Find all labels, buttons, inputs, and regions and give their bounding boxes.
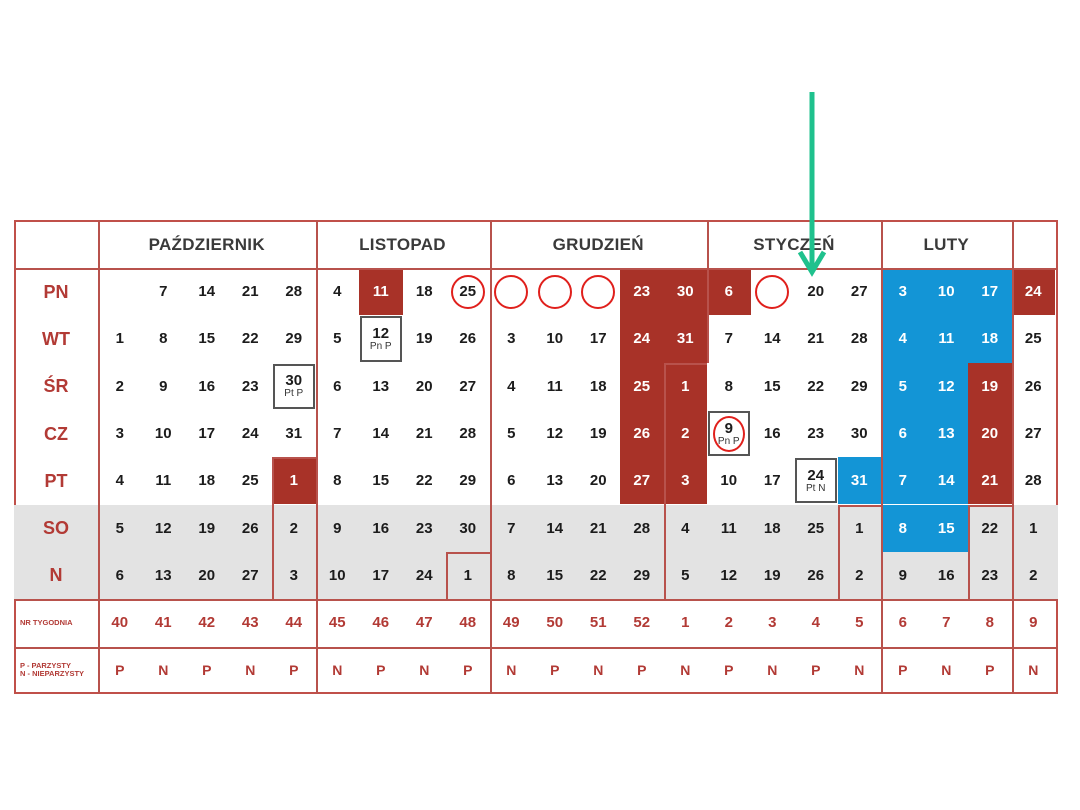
day-cell[interactable]: 18 (968, 315, 1012, 362)
week-number: 44 (285, 614, 303, 632)
day-cell[interactable]: 11 (155, 472, 172, 490)
week-number: 2 (724, 614, 733, 632)
day-cell[interactable]: 8 (881, 505, 925, 552)
day-cell[interactable]: 29 (850, 377, 868, 395)
week-number: 3 (768, 614, 777, 632)
day-cell[interactable]: 5 (333, 330, 342, 348)
day-schedule-note: Pt P (284, 388, 304, 400)
day-cell[interactable]: 27 (241, 566, 259, 584)
day-cell[interactable]: 3 (115, 425, 124, 443)
week-number: 43 (241, 614, 259, 632)
week-number: 46 (372, 614, 390, 632)
day-number: 12 (372, 324, 390, 342)
day-cell[interactable]: 8 (724, 377, 733, 395)
day-cell[interactable]: 27 (620, 457, 664, 504)
weekday-label: N (49, 565, 63, 586)
day-cell[interactable]: 26 (241, 519, 259, 537)
month-header: LISTOPAD (359, 234, 446, 254)
week-number: 49 (502, 614, 520, 632)
week-number: 48 (459, 614, 477, 632)
day-cell[interactable]: 30 (850, 425, 868, 443)
day-cell[interactable]: 10 (925, 268, 969, 315)
week-parity: N (506, 662, 517, 679)
day-cell[interactable]: 23 (415, 519, 433, 537)
day-number: 9 (724, 419, 733, 437)
day-cell[interactable]: 15 (925, 505, 969, 552)
week-number: 47 (415, 614, 433, 632)
week-parity: N (1028, 662, 1039, 679)
day-cell[interactable]: 1 (855, 519, 864, 537)
day-cell[interactable]: 8 (507, 566, 516, 584)
day-cell[interactable]: 15 (372, 472, 390, 490)
day-cell[interactable]: 5 (881, 363, 925, 410)
day-cell[interactable]: 28 (285, 283, 303, 301)
day-cell[interactable]: 11 (546, 377, 563, 395)
day-cell[interactable]: 2 (855, 566, 864, 584)
day-cell[interactable]: 21 (807, 330, 825, 348)
day-cell[interactable]: 4 (333, 283, 342, 301)
day-cell[interactable]: 18 (763, 519, 781, 537)
week-number: 9 (1029, 614, 1038, 632)
day-cell[interactable]: 13 (154, 566, 172, 584)
week-parity: P (811, 662, 821, 679)
day-cell[interactable]: 27 (1024, 425, 1042, 443)
day-schedule-note: Pt N (806, 482, 826, 494)
day-cell[interactable]: 8 (159, 330, 168, 348)
week-parity: P (550, 662, 560, 679)
weekday-label: ŚR (43, 376, 69, 397)
day-cell[interactable]: 15 (198, 330, 216, 348)
month-header: GRUDZIEŃ (552, 234, 644, 254)
day-cell[interactable]: 20 (415, 377, 433, 395)
day-cell[interactable]: 16 (937, 566, 955, 584)
day-cell[interactable]: 22 (415, 472, 433, 490)
day-cell[interactable]: 18 (589, 377, 607, 395)
day-cell[interactable]: 1 (463, 566, 472, 584)
day-cell[interactable]: 28 (459, 425, 477, 443)
day-cell[interactable]: 19 (589, 425, 607, 443)
day-cell[interactable]: 26 (807, 566, 825, 584)
week-number: 6 (898, 614, 907, 632)
day-cell[interactable]: 10 (154, 425, 172, 443)
day-cell[interactable]: 17 (372, 566, 390, 584)
day-cell[interactable]: 14 (925, 457, 969, 504)
day-cell[interactable]: 16 (372, 519, 390, 537)
day-number: 24 (807, 466, 825, 484)
week-parity: P (202, 662, 212, 679)
day-cell[interactable]: 7 (881, 457, 925, 504)
day-cell[interactable]: 24 (620, 315, 664, 362)
month-header: STYCZEŃ (753, 234, 835, 254)
day-cell[interactable]: 18 (198, 472, 216, 490)
day-cell[interactable]: 29 (459, 472, 477, 490)
day-cell[interactable]: 10 (328, 566, 346, 584)
parity-legend-line: P - PARZYSTY (20, 660, 71, 670)
day-cell[interactable]: 22 (241, 330, 259, 348)
day-cell[interactable]: 14 (372, 425, 390, 443)
day-cell[interactable]: 29 (633, 566, 651, 584)
day-cell[interactable]: 11 (925, 315, 969, 362)
day-cell[interactable]: 2 (115, 377, 124, 395)
day-cell[interactable]: 14 (763, 330, 781, 348)
day-cell[interactable]: 1 (115, 330, 124, 348)
day-cell[interactable]: 12 (154, 519, 172, 537)
day-cell[interactable]: 21 (968, 457, 1012, 504)
day-cell[interactable]: 3 (664, 457, 708, 504)
parity-legend-line: N - NIEPARZYSTY (20, 669, 85, 679)
week-number-label: NR TYGODNIA (20, 617, 73, 627)
day-cell[interactable]: 5 (681, 566, 690, 584)
week-number: 45 (328, 614, 346, 632)
day-cell[interactable]: 16 (198, 377, 216, 395)
week-number: 5 (855, 614, 864, 632)
day-cell[interactable]: 21 (589, 519, 607, 537)
day-cell[interactable]: 2 (664, 410, 708, 457)
day-cell[interactable]: 26 (620, 410, 664, 457)
day-cell[interactable]: 9 (898, 566, 907, 584)
week-number: 52 (633, 614, 651, 632)
weekday-label: CZ (44, 423, 68, 444)
day-cell[interactable]: 31 (285, 425, 303, 443)
week-parity: N (419, 662, 430, 679)
day-cell[interactable]: 17 (198, 425, 216, 443)
day-cell[interactable]: 5 (507, 425, 516, 443)
week-parity: N (158, 662, 169, 679)
day-cell[interactable]: 6 (115, 566, 124, 584)
day-cell[interactable]: 23 (981, 566, 999, 584)
day-cell[interactable]: 1 (664, 363, 708, 410)
day-cell[interactable]: 6 (507, 472, 516, 490)
day-cell[interactable]: 10 (546, 330, 564, 348)
week-parity: P (724, 662, 734, 679)
week-parity: P (898, 662, 908, 679)
week-parity: P (115, 662, 125, 679)
week-parity: P (376, 662, 386, 679)
day-cell[interactable]: 5 (115, 519, 124, 537)
week-number: 51 (589, 614, 607, 632)
month-header: PAŹDZIERNIK (148, 234, 265, 254)
day-cell[interactable]: 30 (664, 268, 708, 315)
day-cell[interactable]: 24 (1012, 268, 1056, 315)
day-cell[interactable]: 8 (333, 472, 342, 490)
week-parity: P (463, 662, 473, 679)
day-cell[interactable]: 15 (546, 566, 564, 584)
week-number: 41 (154, 614, 172, 632)
month-header: LUTY (923, 234, 970, 254)
day-cell[interactable]: 23 (620, 268, 664, 315)
week-number: 40 (111, 614, 129, 632)
day-cell[interactable]: 28 (633, 519, 651, 537)
day-cell[interactable]: 2 (1029, 566, 1038, 584)
day-cell[interactable]: 9 (159, 377, 168, 395)
weekday-label: SO (42, 518, 69, 539)
day-cell[interactable]: 30 (459, 519, 477, 537)
day-cell[interactable]: 4 (507, 377, 516, 395)
day-cell[interactable]: 13 (546, 472, 564, 490)
weekday-label: WT (42, 328, 70, 349)
week-parity: N (854, 662, 865, 679)
day-cell[interactable]: 25 (807, 519, 825, 537)
day-cell[interactable]: 18 (415, 283, 433, 301)
day-cell[interactable]: 3 (289, 566, 298, 584)
day-cell[interactable]: 20 (589, 472, 607, 490)
week-number: 8 (985, 614, 994, 632)
day-schedule-note: Pn P (717, 435, 740, 447)
day-cell[interactable]: 16 (763, 425, 781, 443)
day-cell[interactable]: 1 (1029, 519, 1038, 537)
day-cell[interactable]: 27 (459, 377, 477, 395)
week-number: 4 (811, 614, 820, 632)
day-cell[interactable]: 22 (807, 377, 825, 395)
day-cell[interactable]: 4 (115, 472, 124, 490)
day-cell[interactable]: 31 (838, 457, 882, 504)
day-cell[interactable]: 22 (589, 566, 607, 584)
day-cell[interactable]: 4 (881, 315, 925, 362)
day-cell[interactable]: 7 (159, 283, 168, 301)
day-cell[interactable]: 29 (285, 330, 303, 348)
day-cell[interactable]: 7 (333, 425, 342, 443)
day-cell[interactable]: 14 (198, 283, 216, 301)
day-cell[interactable]: 12 (925, 363, 969, 410)
day-cell[interactable]: 20 (198, 566, 216, 584)
day-cell[interactable]: 3 (881, 268, 925, 315)
week-parity: P (289, 662, 299, 679)
day-cell[interactable]: 26 (1024, 377, 1042, 395)
day-cell[interactable]: 2 (289, 519, 298, 537)
day-cell[interactable]: 19 (763, 566, 781, 584)
day-cell[interactable]: 28 (1024, 472, 1042, 490)
day-cell[interactable]: 4 (681, 519, 690, 537)
day-cell[interactable]: 21 (415, 425, 433, 443)
day-cell[interactable]: 12 (720, 566, 738, 584)
day-cell[interactable]: 25 (1024, 330, 1042, 348)
day-cell[interactable]: 25 (241, 472, 259, 490)
week-number: 7 (942, 614, 951, 632)
day-cell[interactable]: 31 (664, 315, 708, 362)
week-number: 42 (198, 614, 216, 632)
day-cell[interactable]: 17 (968, 268, 1012, 315)
day-cell[interactable]: 14 (546, 519, 564, 537)
day-cell[interactable]: 25 (620, 363, 664, 410)
day-cell[interactable]: 23 (807, 425, 825, 443)
week-parity: N (941, 662, 952, 679)
day-cell[interactable]: 6 (333, 377, 342, 395)
day-cell[interactable]: 24 (241, 425, 259, 443)
day-cell[interactable]: 13 (925, 410, 969, 457)
day-cell[interactable]: 7 (507, 519, 516, 537)
week-parity: N (593, 662, 604, 679)
day-schedule-note: Pn P (369, 340, 392, 352)
day-cell[interactable]: 1 (272, 457, 316, 504)
day-cell[interactable]: 12 (546, 425, 564, 443)
day-cell[interactable]: 7 (724, 330, 733, 348)
week-number: 1 (681, 614, 690, 632)
day-cell[interactable]: 19 (968, 363, 1012, 410)
day-cell[interactable]: 13 (372, 377, 390, 395)
day-cell[interactable]: 9 (333, 519, 342, 537)
day-cell[interactable]: 20 (968, 410, 1012, 457)
day-cell[interactable]: 19 (415, 330, 433, 348)
day-cell[interactable]: 28 (850, 330, 868, 348)
week-parity: P (637, 662, 647, 679)
day-cell[interactable]: 22 (981, 519, 999, 537)
day-cell[interactable]: 25 (446, 268, 490, 315)
day-cell[interactable]: 17 (763, 472, 781, 490)
day-cell[interactable]: 17 (589, 330, 607, 348)
weekday-label: PN (43, 281, 69, 302)
day-cell[interactable]: 26 (459, 330, 477, 348)
day-cell[interactable]: 3 (507, 330, 516, 348)
week-parity: N (332, 662, 343, 679)
day-cell[interactable]: 6 (881, 410, 925, 457)
day-cell[interactable]: 21 (241, 283, 259, 301)
week-parity: N (245, 662, 256, 679)
day-cell[interactable]: 11 (720, 519, 737, 537)
day-cell[interactable]: 15 (763, 377, 781, 395)
week-parity: N (767, 662, 778, 679)
day-cell[interactable]: 23 (241, 377, 259, 395)
day-cell[interactable]: 24 (415, 566, 433, 584)
day-cell[interactable]: 10 (720, 472, 738, 490)
day-number: 30 (285, 372, 303, 390)
day-cell[interactable]: 6 (707, 268, 751, 315)
week-parity: P (985, 662, 995, 679)
week-parity: N (680, 662, 691, 679)
day-cell[interactable]: 11 (359, 268, 403, 315)
day-cell[interactable]: 27 (850, 283, 868, 301)
weekday-label: PT (44, 470, 68, 491)
day-cell[interactable]: 19 (198, 519, 216, 537)
week-number: 50 (546, 614, 564, 632)
day-cell[interactable]: 20 (807, 283, 825, 301)
